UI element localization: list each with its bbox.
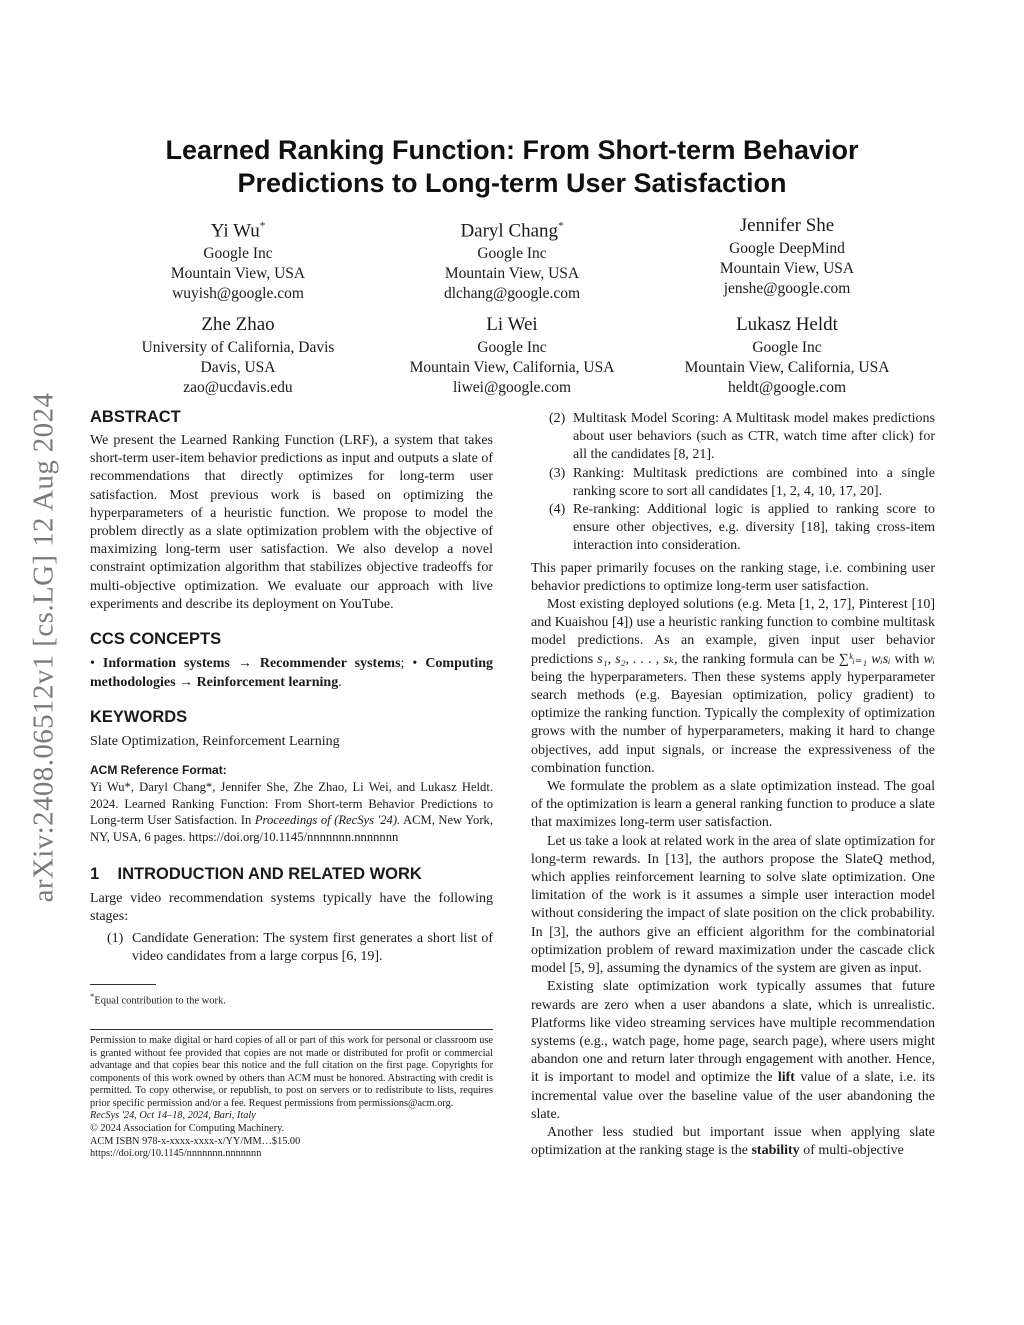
intro-paragraph	[531, 596, 935, 778]
footnote-mark: *	[90, 991, 95, 1002]
ccs-item: Recommender systems	[259, 656, 401, 672]
author-email: liwei@google.com	[452, 379, 571, 396]
author-name: Daryl Chang	[460, 220, 559, 242]
text-span: Existing slate optimization work typically assumes that future rewards are zero when a user abandons a slate, which is unrealistic. Platforms like video streaming services have multiple recommendation systems (e.g., watch page, home page, search page), where users might abandon one and return later through engagement with another. Hence, it is important to model and optimize the	[531, 979, 935, 1086]
text-span: Another less studied but important issue when applying slate optimization at the ranking stage is the	[531, 1124, 935, 1159]
author-email: dlchang@google.com	[443, 285, 581, 303]
author-location: Mountain View, USA	[170, 265, 306, 283]
intro-paragraph	[531, 1124, 935, 1160]
author-name: Yi Wu	[210, 220, 260, 242]
permission-text: Permission to make digital or hard copies of all or part of this work for personal or classroom use is granted without fee provided that copies are not made or distributed for profit or commercial advantage and that copies bear this notice and the full citation on the first page. Copyrights for components of this work owned by others than ACM must be honored. Abstracting with credit is permitted. To copy otherwise, or republish, to post on servers or to redistribute to lists, requires prior specific permission and/or a fee. Request permissions from permissions@acm.org.	[90, 1034, 493, 1109]
author-location: Mountain View, USA	[719, 260, 855, 277]
acm-ref-venue: Proceedings of (RecSys '24).	[254, 813, 401, 828]
title-line-1: Learned Ranking Function: From Short-term Behavior	[165, 135, 859, 165]
keywords-text: Slate Optimization, Reinforcement Learning	[90, 734, 340, 750]
author-name: Li Wei	[486, 314, 538, 335]
author-email: jenshe@google.com	[723, 280, 851, 297]
acm-ref-authors: Yi Wu*, Daryl Chang*, Jennifer She, Zhe Zhao, Li Wei, and Lukasz Heldt. 2024. Learned Ranking Function: From Short-term Behavior Predictions to Long-term User Satisfaction. In	[90, 780, 493, 828]
acm-ref-text	[90, 779, 493, 845]
bold-term: lift	[777, 1070, 795, 1086]
list-number: (3)	[549, 465, 566, 481]
ccs-arrow: →	[237, 656, 252, 672]
list-item	[531, 465, 935, 501]
math-inline: ∑ᵏᵢ₌₁ wᵢsᵢ	[838, 651, 891, 667]
text-span: with	[894, 651, 920, 667]
list-number: (1)	[107, 931, 124, 947]
author-block	[367, 214, 657, 304]
author-name: Lukasz Heldt	[736, 314, 838, 335]
author-affiliation: Google Inc	[752, 339, 822, 356]
author-location: Mountain View, USA	[444, 265, 580, 283]
math-inline: s₁, s₂, . . . , sₖ	[597, 651, 674, 667]
right-column	[531, 410, 935, 1160]
math-inline: wᵢ	[923, 651, 936, 667]
intro-paragraph: Let us take a look at related work in the area of slate optimization for long-term rewards. In [13], the authors propose the SlateQ method, which applies reinforcement learning to solve slate optimization. One limitation of the work is it assumes a simple user interaction model without considering the impact of slate position on the click probability. In [3], the authors give an efficient algorithm for the combinatorial optimization problem of reward maximization under the cascade click model [5, 9], assuming the dynamics of the system are given as input.	[531, 833, 935, 977]
author-affiliation: University of California, Davis	[141, 339, 335, 356]
list-text: Multitask Model Scoring: A Multitask model makes predictions about user behaviors (such as CTR, watch time after click) for all the candidates [8, 21].	[573, 411, 935, 463]
permission-copyright: © 2024 Association for Computing Machinery.	[90, 1123, 285, 1135]
ccs-item: Information systems	[102, 656, 230, 672]
arxiv-stamp	[24, 350, 64, 945]
ccs-end: .	[338, 674, 342, 690]
author-block	[93, 214, 383, 304]
title-line-2: Predictions to Long-term User Satisfaction	[237, 168, 787, 198]
author-mark: *	[259, 220, 266, 232]
permission-divider	[90, 1029, 493, 1030]
ccs-sep: ;	[400, 656, 405, 672]
list-item	[531, 501, 935, 556]
text-span: value of a slate, i.e. its incremental value over the baseline value of the user abandoning the slate.	[531, 1070, 935, 1122]
abstract-heading: ABSTRACT	[90, 408, 181, 426]
author-affiliation: Google Inc	[477, 245, 547, 263]
author-affiliation: Google Inc	[477, 339, 547, 356]
text-span: Most existing deployed solutions (e.g. Meta [1, 2, 17], Pinterest [10] and Kuaishou [4]) use a heuristic ranking function to combine multitask model predictions. As an example, given input user behavior predictions	[531, 597, 935, 667]
intro-lead: Large video recommendation systems typically have the following stages:	[90, 890, 493, 924]
author-block	[642, 214, 932, 299]
arxiv-stamp-text: arXiv:2408.06512v1 [cs.LG] 12 Aug 2024	[27, 392, 60, 903]
left-column	[90, 406, 493, 1161]
author-location: Mountain View, California, USA	[684, 359, 890, 376]
list-item	[531, 410, 935, 465]
author-location: Davis, USA	[200, 359, 276, 376]
list-text: Re-ranking: Additional logic is applied to ranking score to ensure other objectives, e.g. diversity [18], taking cross-item interaction into consideration.	[573, 502, 935, 554]
author-email: zao@ucdavis.edu	[183, 379, 293, 396]
author-block	[367, 313, 657, 398]
paper-title	[90, 134, 934, 200]
list-number: (4)	[549, 502, 566, 518]
text-span: being the hyperparameters. Then these systems apply hyperparameter search methods (e.g. Bayesian optimization, policy gradient) to optimize the ranking function. Typically the complexity of optimization grows with the number of hyperparameters, making it hard to change objectives, add input signals, or increase the expressiveness of the combination function.	[531, 669, 935, 776]
text-span: , the ranking formula can be	[673, 651, 835, 667]
bold-term: stability	[751, 1143, 800, 1159]
stage-list-left	[90, 930, 493, 966]
ccs-bullet: •	[412, 656, 418, 672]
permission-doi: https://doi.org/10.1145/nnnnnnn.nnnnnnn	[90, 1148, 262, 1160]
keywords-heading: KEYWORDS	[90, 708, 188, 727]
author-name: Zhe Zhao	[201, 314, 275, 335]
permission-isbn: ACM ISBN 978-x-xxxx-xxxx-x/YY/MM…$15.00	[90, 1135, 301, 1147]
author-email: wuyish@google.com	[172, 285, 304, 303]
conference-line: RecSys '24, Oct 14–18, 2024, Bari, Italy	[90, 1110, 256, 1122]
list-text: Ranking: Multitask predictions are combined into a single ranking score to sort all candidates [1, 2, 4, 10, 17, 20].	[573, 465, 935, 499]
author-location: Mountain View, California, USA	[409, 359, 615, 376]
intro-paragraph	[531, 978, 935, 1124]
footnote	[90, 989, 493, 1009]
ccs-item: Reinforcement learning	[196, 674, 339, 690]
ccs-bullet: •	[90, 656, 95, 672]
author-email: heldt@google.com	[727, 379, 846, 396]
footnote-divider	[90, 984, 156, 985]
author-mark: *	[558, 220, 564, 232]
footnote-text: Equal contribution to the work.	[94, 995, 226, 1007]
ccs-arrow: →	[179, 674, 194, 690]
acm-ref-heading: ACM Reference Format:	[90, 763, 227, 778]
abstract-text: We present the Learned Ranking Function (LRF), a system that takes short-term user-item behavior predictions as input and outputs a slate of recommendations that directly optimizes for long-term user satisfaction. Most previous work is based on optimizing the hyperparameters of a heuristic function. We propose to model the problem directly as a slate optimization problem with the objective of maximizing long-term user satisfaction. We also develop a novel constraint optimization algorithm that stabilizes objective tradeoffs for multi-objective optimization. We evaluate our approach with live experiments and describe its deployment on YouTube.	[90, 433, 493, 612]
ccs-concepts	[90, 655, 493, 692]
list-number: (2)	[549, 411, 566, 426]
list-item	[90, 930, 493, 966]
permission-conf	[90, 1110, 493, 1123]
list-text: Candidate Generation: The system first generates a short list of video candidates from a large corpus [6, 19].	[132, 931, 493, 965]
ccs-item: Computing methodologies	[90, 656, 493, 690]
author-block	[93, 313, 383, 398]
author-affiliation: Google Inc	[203, 245, 273, 263]
stage-list-right	[531, 410, 935, 556]
author-affiliation: Google DeepMind	[729, 240, 845, 257]
text-span: of multi-objective	[803, 1143, 904, 1159]
author-block	[642, 313, 932, 398]
intro-paragraph: This paper primarily focuses on the ranking stage, i.e. combining user behavior predictions to optimize long-term user satisfaction.	[531, 560, 935, 594]
author-name: Jennifer She	[739, 215, 835, 236]
intro-paragraph: We formulate the problem as a slate optimization instead. The goal of the optimization is learn a general ranking function to produce a slate that maximizes long-term user satisfaction.	[531, 779, 935, 831]
acm-ref-rest: ACM, New York, NY, USA, 6 pages. https://doi.org/10.1145/nnnnnnn.nnnnnnn	[90, 813, 493, 845]
intro-heading: 1 INTRODUCTION AND RELATED WORK	[90, 864, 422, 883]
ccs-heading: CCS CONCEPTS	[90, 630, 222, 649]
